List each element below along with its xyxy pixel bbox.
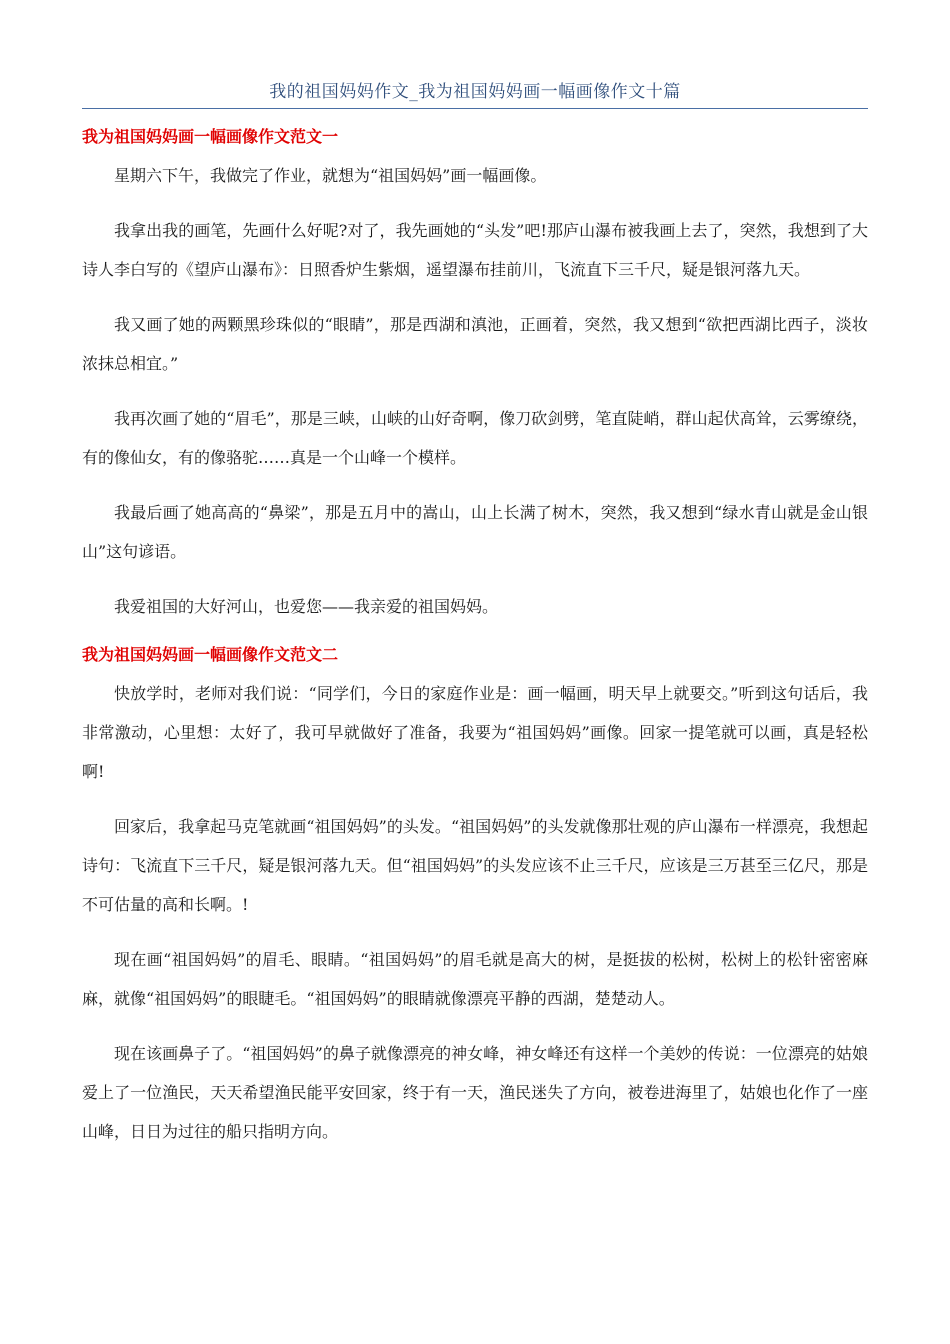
paragraph: 我拿出我的画笔，先画什么好呢?对了，我先画她的“头发”吧!那庐山瀑布被我画上去了，突然，我想到了大诗人李白写的《望庐山瀑布》：日照香炉生紫烟，遥望瀑布挂前川，飞流直下三千尺，疑是银河落九天。 [82,221,868,279]
document-body [82,124,868,1167]
paragraph: 我又画了她的两颗黑珍珠似的“眼睛”，那是西湖和滇池，正画着，突然，我又想到“欲把西湖比西子，淡妆浓抹总相宜。” [82,315,868,373]
document-title: 我的祖国妈妈作文_我为祖国妈妈画一幅画像作文十篇 [269,82,681,102]
paragraph: 现在画“祖国妈妈”的眉毛、眼睛。“祖国妈妈”的眉毛就是高大的树，是挺拔的松树，松树上的松针密密麻麻，就像“祖国妈妈”的眼睫毛。“祖国妈妈”的眼睛就像漂亮平静的西湖，楚楚动人。 [82,950,868,1008]
paragraph: 我爱祖国的大好河山，也爱您——我亲爱的祖国妈妈。 [114,597,499,616]
paragraph: 星期六下午，我做完了作业，就想为“祖国妈妈”画一幅画像。 [114,166,547,185]
essay-section-1 [82,124,868,626]
paragraph: 我最后画了她高高的“鼻梁”，那是五月中的嵩山，山上长满了树木，突然，我又想到“绿水青山就是金山银山”这句谚语。 [82,503,868,561]
paragraph: 现在该画鼻子了。“祖国妈妈”的鼻子就像漂亮的神女峰，神女峰还有这样一个美妙的传说：一位漂亮的姑娘爱上了一位渔民，天天希望渔民能平安回家，终于有一天，渔民迷失了方向，被卷进海里了，姑娘也化作了一座山峰，日日为过往的船只指明方向。 [82,1044,868,1141]
document-header [82,78,868,109]
section-heading: 我为祖国妈妈画一幅画像作文范文一 [82,127,339,146]
paragraph: 回家后，我拿起马克笔就画“祖国妈妈”的头发。“祖国妈妈”的头发就像那壮观的庐山瀑布一样漂亮，我想起诗句：飞流直下三千尺，疑是银河落九天。但“祖国妈妈”的头发应该不止三千尺，应该是三万甚至三亿尺，那是不可估量的高和长啊。! [82,817,868,914]
paragraph: 我再次画了她的“眉毛”，那是三峡，山峡的山好奇啊，像刀砍剑劈，笔直陡峭，群山起伏高耸，云雾缭绕，有的像仙女，有的像骆驼……真是一个山峰一个模样。 [82,409,868,467]
section-heading: 我为祖国妈妈画一幅画像作文范文二 [82,645,339,664]
paragraph: 快放学时，老师对我们说：“同学们，今日的家庭作业是：画一幅画，明天早上就要交。”听到这句话后，我非常激动，心里想：太好了，我可早就做好了准备，我要为“祖国妈妈”画像。回家一提笔就可以画，真是轻松啊! [82,684,868,781]
essay-section-2 [82,642,868,1151]
